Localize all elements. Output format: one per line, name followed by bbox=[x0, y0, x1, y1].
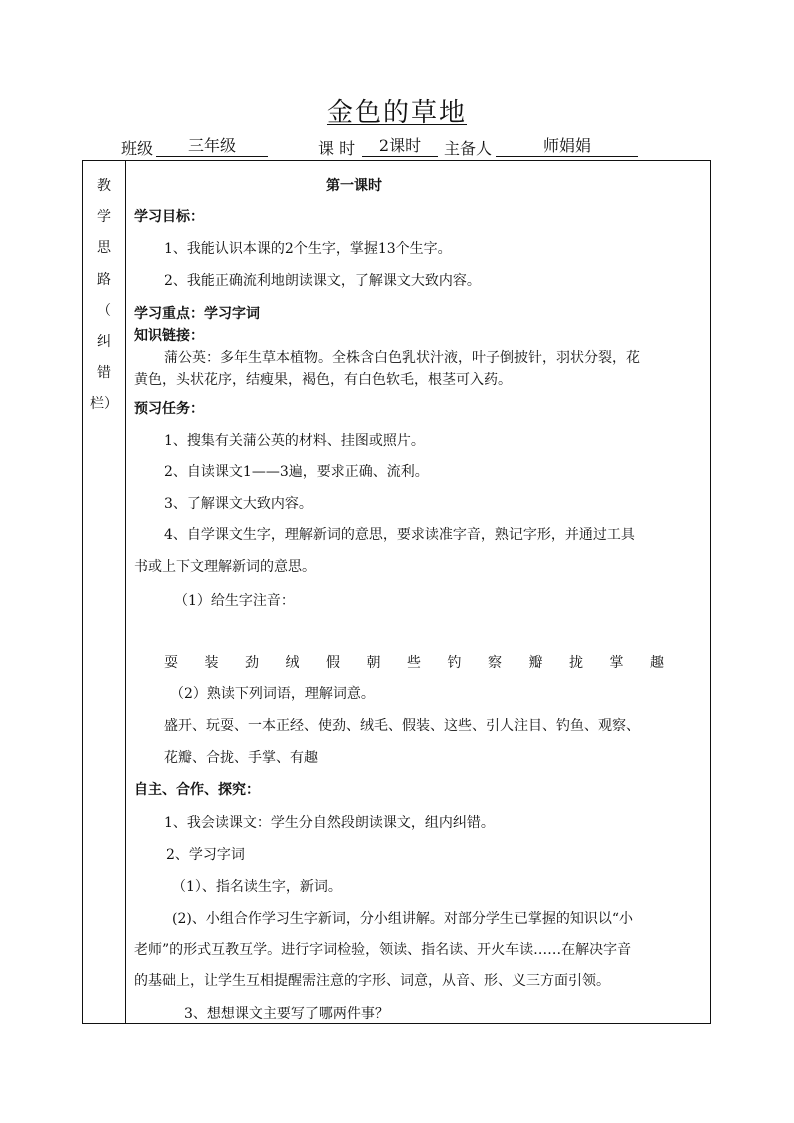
goal-item: 1、我能认识本课的2个生字，掌握13个生字。 bbox=[164, 241, 452, 257]
explore-item: 老师”的形式互教互学。进行字词检验，领读、指名读、开火车读……在解决字音 bbox=[134, 942, 632, 958]
character: 劲 bbox=[245, 655, 259, 671]
focus-line bbox=[134, 303, 260, 323]
explore-heading: 自主、合作、探究： bbox=[134, 782, 260, 798]
knowledge-heading: 知识链接： bbox=[134, 328, 204, 344]
explore-item: 的基础上，让学生互相提醒需注意的字形、词意，从音、形、义三方面引领。 bbox=[134, 973, 610, 989]
header-meta bbox=[0, 136, 794, 160]
explore-item: （1）、指名读生字，新词。 bbox=[172, 879, 342, 895]
preparer-label: 主备人 bbox=[444, 139, 493, 158]
character: 察 bbox=[488, 655, 502, 671]
preview-item: 3、了解课文大致内容。 bbox=[164, 496, 313, 512]
lesson-heading: 第一课时 bbox=[326, 178, 382, 194]
character: 掌 bbox=[609, 655, 624, 671]
character: 拢 bbox=[569, 655, 583, 671]
character: 趣 bbox=[650, 655, 664, 671]
explore-item: 2、学习字词 bbox=[166, 847, 245, 863]
sub-task: （2）熟读下列词语，理解词意。 bbox=[170, 686, 375, 702]
lesson-content bbox=[126, 161, 710, 1023]
side-char: 思 bbox=[97, 240, 111, 257]
class-label: 班级 bbox=[121, 139, 154, 158]
character: 些 bbox=[407, 655, 421, 671]
word-list: 花瓣、合拢、手掌、有趣 bbox=[164, 750, 318, 766]
preview-item: 4、自学课文生字，理解新词的意思，要求读准字音，熟记字形，并通过工具 bbox=[164, 527, 635, 543]
character: 耍 bbox=[164, 655, 178, 671]
explore-item: 3、想想课文主要写了哪两件事？ bbox=[184, 1006, 389, 1022]
goal-item: 2、我能正确流利地朗读课文，了解课文大致内容。 bbox=[164, 273, 481, 289]
side-char: 学 bbox=[97, 209, 111, 226]
character: 绒 bbox=[285, 655, 300, 671]
lesson-table bbox=[82, 160, 711, 1024]
side-char: 教 bbox=[97, 178, 111, 194]
preview-item: 1、搜集有关蒲公英的材料、挂图或照片。 bbox=[164, 433, 425, 449]
knowledge-text: 蒲公英：多年生草本植物。全株含白色乳状汁液，叶子倒披针，羽状分裂，花 bbox=[164, 350, 640, 366]
knowledge-text: 黄色，头状花序，结瘦果，褐色，有白色软毛，根茎可入药。 bbox=[134, 372, 512, 388]
explore-item: (2)、小组合作学习生字新词，分小组讲解。对部分学生已掌握的知识以“小 bbox=[172, 911, 633, 927]
focus-text: 学习重点：学习字词 bbox=[134, 306, 260, 322]
preview-item: 2、自读课文1——3遍，要求正确、流利。 bbox=[164, 464, 429, 480]
class-value: 三年级 bbox=[156, 136, 268, 157]
character: 瓣 bbox=[528, 655, 543, 671]
side-char: 错 bbox=[97, 365, 111, 382]
word-list: 盛开、玩耍、一本正经、使劲、绒毛、假装、这些、引人注目、钓鱼、观察、 bbox=[164, 718, 640, 734]
period-value: 2课时 bbox=[362, 136, 438, 157]
character: 装 bbox=[204, 655, 219, 671]
character: 朝 bbox=[366, 655, 381, 671]
goals-heading: 学习目标： bbox=[134, 209, 204, 225]
side-char: （ bbox=[97, 302, 111, 319]
preview-item: 书或上下文理解新词的意思。 bbox=[134, 559, 316, 575]
character-row bbox=[164, 652, 664, 672]
sub-task: （1）给生字注音： bbox=[174, 593, 295, 609]
side-char: 纠 bbox=[97, 333, 111, 350]
side-char: 路 bbox=[97, 271, 111, 288]
explore-item: 1、我会读课文：学生分自然段朗读课文，组内纠错。 bbox=[164, 815, 495, 831]
character: 假 bbox=[326, 655, 340, 671]
side-label bbox=[83, 171, 125, 421]
period-label: 课 时 bbox=[318, 139, 356, 158]
preparer-value: 师娟娟 bbox=[496, 136, 638, 157]
document-title: 金色的草地 bbox=[326, 98, 467, 128]
preview-heading: 预习任务： bbox=[134, 401, 204, 417]
side-char: 栏） bbox=[90, 396, 118, 413]
character: 钓 bbox=[447, 655, 462, 671]
